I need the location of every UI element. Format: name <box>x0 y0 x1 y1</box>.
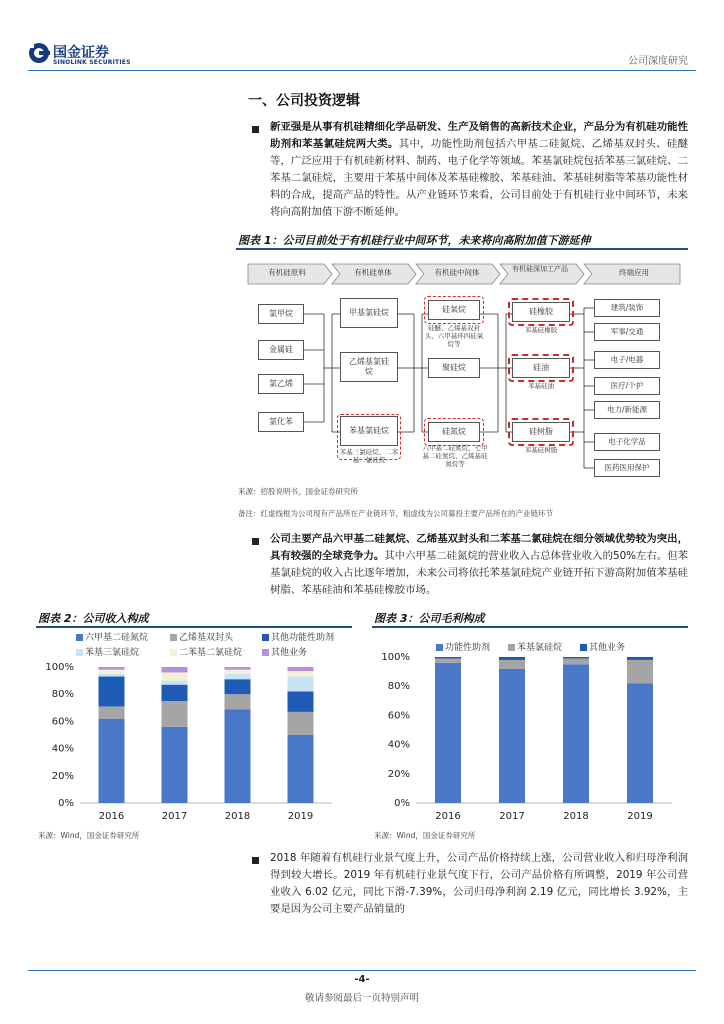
deep-product-box: 硅树脂 <box>512 422 570 442</box>
report-type: 公司深度研究 <box>628 56 688 67</box>
paragraph-products-body: 其中六甲基二硅氮烷的营业收入占总体营业收入的50%左右。但苯基氯硅烷的收入占比逐年增加，未来公司将依托苯基氯硅烷产业链开拓下游高附加值苯基硅树脂、苯基硅油和苯基硅橡胶市场。 <box>270 550 689 596</box>
bar-segment <box>162 672 188 680</box>
application-box: 医疗/个护 <box>594 377 660 395</box>
y-tick-label: 0% <box>58 798 74 809</box>
bar-segment <box>225 709 251 803</box>
x-tick-label: 2018 <box>563 811 589 822</box>
bar-segment <box>499 660 525 669</box>
paragraph-products-lead: 公司主要产品六甲基二硅氮烷、乙烯基双封头和二苯基二氯硅烷在细分领域优势较为突出，具有较强的全球竞争力。 <box>270 533 688 562</box>
bar-segment <box>288 667 314 671</box>
legend-label: 乙烯基双封头 <box>179 633 234 643</box>
deep-product-note: 苯基硅树脂 <box>524 446 558 454</box>
y-tick-label: 40% <box>51 743 74 755</box>
deep-product-note: 苯基硅橡胶 <box>524 326 558 334</box>
fundraise-product-highlight <box>508 354 574 382</box>
bar-segment <box>225 694 251 709</box>
monomer-note: 苯基三氯硅烷、二苯基二氯硅烷 <box>339 448 399 464</box>
disclaimer-link[interactable]: 敬请参阅最后一页特别声明 <box>304 993 419 1004</box>
bar-segment <box>225 667 251 670</box>
sinolink-logo-icon <box>28 42 50 64</box>
y-tick-label: 100% <box>45 662 74 673</box>
figure3-rule <box>372 626 688 628</box>
y-tick-label: 80% <box>51 689 74 701</box>
x-tick-label: 2017 <box>161 811 188 822</box>
bar-segment <box>499 669 525 803</box>
intermediate-box: 硅氮烷 <box>428 422 480 442</box>
bar-segment <box>162 667 188 672</box>
bar-segment <box>435 657 461 658</box>
paragraph-financials: 2018 年随着有机硅行业景气度上升，公司产品价格持续上涨，公司营业收入和归母净利润得到较大增长。2019 年有机硅行业景气度下行，公司产品价格有所调整，2019 年公司营业收入 6.02 亿元，同比下滑-7.39%，公司归母净利润 2.19 亿元，同比增长 3.92%，主要是因为公司主要产品销量的 <box>270 852 688 915</box>
bullet-icon <box>252 126 259 133</box>
y-tick-label: 0% <box>394 798 410 809</box>
raw-material-box: 氯甲烷 <box>258 304 304 324</box>
bar-segment <box>99 667 125 670</box>
bar-segment <box>288 735 314 803</box>
application-box: 电力/新能源 <box>594 401 660 419</box>
legend-swatch <box>76 649 83 656</box>
footer-divider <box>28 970 696 971</box>
company-product-highlight <box>424 418 484 446</box>
y-tick-label: 100% <box>381 652 410 663</box>
legend-label: 二苯基二氯硅烷 <box>179 648 243 658</box>
bar-segment <box>563 664 589 803</box>
bar-segment <box>225 674 251 679</box>
intermediate-box: 聚硅烷 <box>428 358 480 378</box>
y-tick-label: 20% <box>387 768 410 780</box>
y-tick-label: 40% <box>387 739 410 751</box>
raw-material-box: 氯乙烯 <box>258 374 304 394</box>
bar-segment <box>563 657 589 658</box>
x-tick-label: 2018 <box>224 811 251 822</box>
intermediate-note: 六甲基二硅氮烷、七甲基二硅氮烷、乙烯基硅氮烷等 <box>422 444 488 468</box>
bullet-icon <box>252 857 259 864</box>
paragraph-intro <box>270 119 688 221</box>
intermediate-box: 硅氧烷 <box>428 300 480 320</box>
bar-segment <box>627 657 653 660</box>
x-tick-label: 2019 <box>287 811 314 822</box>
y-tick-label: 60% <box>51 716 74 728</box>
application-box: 电子/电器 <box>594 351 660 369</box>
legend-entry <box>170 630 233 643</box>
fundraise-product-highlight <box>508 298 574 326</box>
raw-material-box: 金属硅 <box>258 340 304 360</box>
application-box: 建筑/装饰 <box>594 299 660 317</box>
paragraph-products <box>270 531 688 599</box>
gross-profit-chart <box>372 646 688 826</box>
y-tick-label: 60% <box>387 710 410 722</box>
application-box: 电子化学品 <box>594 433 660 451</box>
legend-label: 苯基三氯硅烷 <box>85 648 140 658</box>
bar-segment <box>162 701 188 727</box>
bar-segment <box>288 691 314 711</box>
bar-segment <box>99 674 125 677</box>
stage-label: 终端应用 <box>619 268 649 277</box>
bar-segment <box>499 657 525 660</box>
bar-segment <box>162 685 188 701</box>
deep-product-box: 硅橡胶 <box>512 302 570 322</box>
stage-label: 有机硅单体 <box>354 268 392 277</box>
legend-label: 其他业务 <box>589 643 626 653</box>
stage-label: 有机硅深加工产品 <box>512 265 568 273</box>
legend-swatch <box>170 634 177 641</box>
monomer-box: 苯基氯硅烷 <box>340 416 398 446</box>
fundraise-product-highlight <box>508 418 574 446</box>
paragraph-intro-body: 其中，功能性助剂包括六甲基二硅氮烷、乙烯基双封头、硅醚等，广泛应用于有机硅新材料、制药、电子化学等领域。苯基氯硅烷包括苯基三氯硅烷、二苯基二氯硅烷，主要用于苯基中间体及苯基硅橡胶、苯基硅油、苯基硅树脂等苯基功能性材料的合成，提高产品的特性。从产业链环节来看，公司目前处于有机硅行业中间环节，未来将向高附加值下游不断延伸。 <box>270 138 688 218</box>
figure2-title: 图表 2：公司收入构成 <box>38 612 149 625</box>
legend-swatch <box>262 649 269 656</box>
legend-label: 六甲基二硅氮烷 <box>85 633 149 643</box>
legend-swatch <box>170 649 177 656</box>
legend-entry <box>262 630 334 643</box>
bar-segment <box>288 712 314 735</box>
monomer-box: 甲基氯硅烷 <box>340 298 398 328</box>
bar-segment <box>435 658 461 662</box>
bar-segment <box>99 706 125 718</box>
bullet-icon <box>252 538 259 545</box>
bar-segment <box>162 681 188 685</box>
bar-segment <box>435 663 461 803</box>
company-product-highlight <box>424 296 484 324</box>
logo-chinese-name: 国金证券 <box>53 45 109 61</box>
figure1-source: 来源：招股说明书，国金证券研究所 <box>238 487 358 496</box>
bar-segment <box>225 679 251 694</box>
bar-segment <box>162 727 188 803</box>
legend-swatch <box>262 634 269 641</box>
legend-label: 功能性助剂 <box>445 643 491 653</box>
stage-label: 有机硅原料 <box>268 268 306 277</box>
figure1-title: 图表 1：公司目前处于有机硅行业中间环节，未来将向高附加值下游延伸 <box>238 234 591 247</box>
legend-swatch <box>76 634 83 641</box>
legend-label: 苯基氯硅烷 <box>517 643 563 653</box>
bar-segment <box>99 670 125 674</box>
x-tick-label: 2017 <box>499 811 525 822</box>
paragraph-intro-lead: 新亚强是从事有机硅精细化学品研发、生产及销售的高新技术企业，产品分为有机硅功能性助剂和苯基氯硅烷两大类。 <box>270 121 688 150</box>
figure1-note: 备注：红虚线框为公司现有产品所在产业链环节，粗虚线为公司募投主要产品所在的产业链环节 <box>238 509 553 518</box>
monomer-box: 乙烯基氯硅烷 <box>340 352 398 382</box>
deep-product-box: 硅油 <box>512 358 570 378</box>
legend-label: 其他业务 <box>271 648 308 658</box>
figure3-title: 图表 3：公司毛利构成 <box>374 612 485 625</box>
raw-material-box: 氯化苯 <box>258 412 304 432</box>
logo-english-name: SINOLINK SECURITIES <box>53 59 131 66</box>
bar-segment <box>627 660 653 683</box>
figure2-source: 来源：Wind，国金证券研究所 <box>38 831 140 840</box>
page-number: -4- <box>354 974 370 985</box>
company-logo <box>28 42 132 68</box>
industry-chain-diagram <box>236 252 688 480</box>
stage-label: 有机硅中间体 <box>434 268 480 277</box>
bar-segment <box>288 671 314 676</box>
bar-segment <box>225 670 251 674</box>
bar-segment <box>99 677 125 707</box>
legend-entry <box>76 630 148 643</box>
figure1-rule <box>236 248 688 250</box>
x-tick-label: 2019 <box>627 811 653 822</box>
bar-segment <box>288 677 314 692</box>
figure2-rule <box>36 626 352 628</box>
intermediate-note: 硅醚、乙烯基双封头、六甲基环四硅氧烷等 <box>424 324 484 348</box>
legend-label: 其他功能性助剂 <box>271 633 335 643</box>
x-tick-label: 2016 <box>435 811 461 822</box>
y-tick-label: 80% <box>387 681 410 693</box>
bar-segment <box>627 683 653 803</box>
deep-product-note: 苯基硅油 <box>528 382 554 390</box>
application-box: 医药医用保护 <box>594 459 660 477</box>
y-tick-label: 20% <box>51 770 74 782</box>
section-title: 一、公司投资逻辑 <box>248 93 360 109</box>
revenue-chart <box>36 656 352 826</box>
figure3-source: 来源：Wind，国金证券研究所 <box>374 831 476 840</box>
x-tick-label: 2016 <box>98 811 125 822</box>
header-divider <box>28 70 696 71</box>
application-box: 军事/交通 <box>594 323 660 341</box>
bar-segment <box>99 719 125 803</box>
bar-segment <box>563 658 589 664</box>
